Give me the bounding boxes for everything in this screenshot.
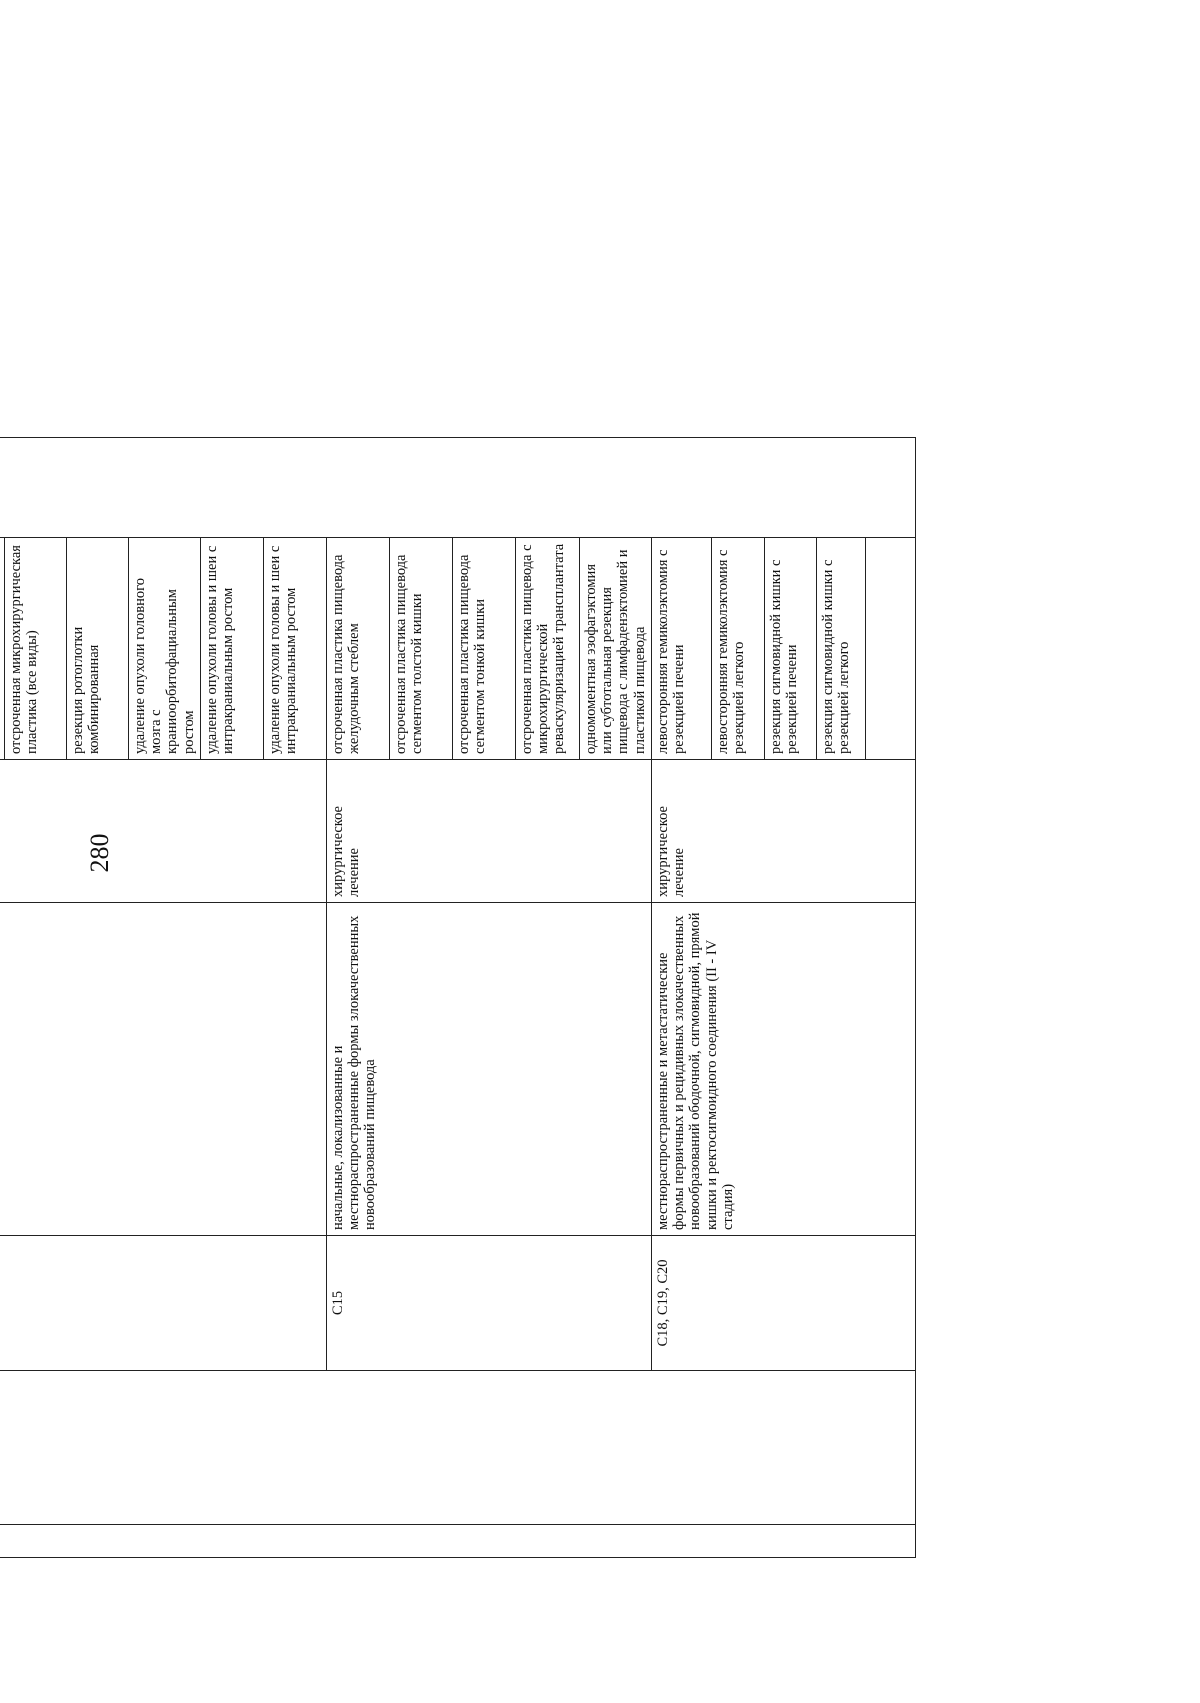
page-number: 280 xyxy=(85,833,114,873)
procedure-cell: резекция сигмовидной кишки с резекцией печени xyxy=(764,538,816,760)
cell-diagnosis-c18: местнораспространенные и метастатические формы первичных и рецидивных злокачественных новообразований ободочной, сигмовидной, прямой кишки и ректосигмоидного соединения (II - IV стадия) xyxy=(651,903,915,1236)
cell-code-c18: C18, C19, C20 xyxy=(651,1236,915,1371)
cell-treatment-a xyxy=(0,760,326,903)
cell-diagnosis-c15: начальные, локализованные и местнораспространенные формы злокачественных новообразований пищевода xyxy=(326,903,651,1236)
procedure-cell: отсроченная пластика пищевода сегментом толстой кишки xyxy=(389,538,452,760)
procedure-cell: одномоментная эзофагэктомия или субтотальная резекция пищевода с лимфаденэктомией и пластикой пищевода xyxy=(579,538,651,760)
procedure-cell: отсроченная пластика пищевода желудочным стеблем xyxy=(326,538,389,760)
procedure-cell: удаление опухоли головного мозга с краниоорбитофациальным ростом xyxy=(129,538,201,760)
procedure-cell: резекция сигмовидной кишки с резекцией легкого xyxy=(816,538,865,760)
procedure-cell: резекция ротоглотки комбинированная xyxy=(67,538,129,760)
procedure-cell: отсроченная пластика пищевода с микрохирургической реваскуляризацией трансплантата xyxy=(515,538,579,760)
cell-code-a xyxy=(0,1236,326,1371)
procedure-cell: удаление опухоли головы и шеи с интракраниальным ростом xyxy=(263,538,326,760)
cell-col-2 xyxy=(0,1371,915,1525)
cell-col-7 xyxy=(0,438,915,538)
procedure-cell: удаление опухоли головы и шеи с интракраниальным ростом xyxy=(200,538,263,760)
cell-code-c15: C15 xyxy=(326,1236,651,1371)
cell-col-1 xyxy=(0,1525,915,1558)
rotated-table-wrapper xyxy=(0,438,885,1558)
procedure-cell: отсроченная микрохирургическая пластика (все виды) xyxy=(5,538,67,760)
procedure-cell: отсроченная пластика пищевода сегментом тонкой кишки xyxy=(452,538,515,760)
cell-treatment-c18: хирургическое лечение xyxy=(651,760,915,903)
procedures-table xyxy=(0,437,916,1558)
procedure-cell: левосторонняя гемиколэктомия с резекцией печени xyxy=(651,538,711,760)
procedure-cell xyxy=(865,538,915,760)
cell-treatment-c15: хирургическое лечение xyxy=(326,760,651,903)
procedure-cell: левосторонняя гемиколэктомия с резекцией легкого xyxy=(711,538,764,760)
cell-diagnosis-a xyxy=(0,903,326,1236)
